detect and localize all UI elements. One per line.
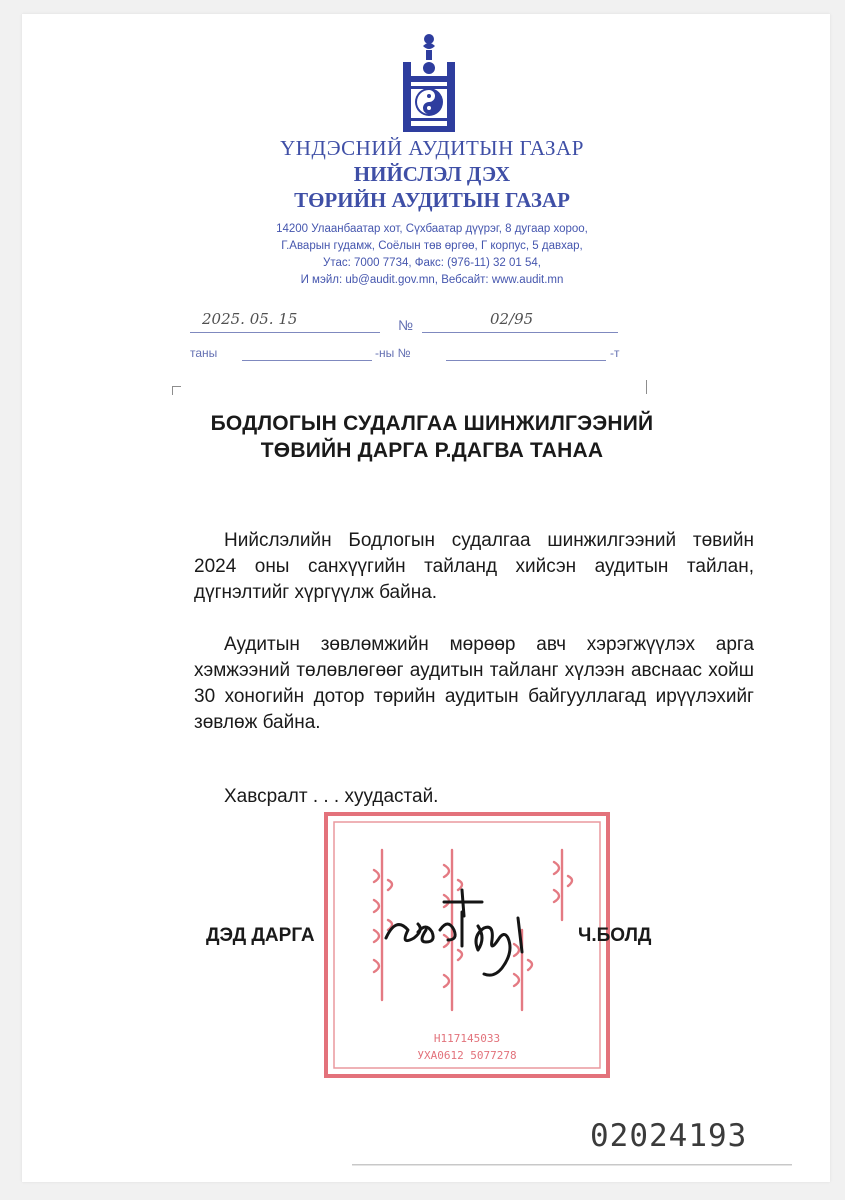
date-line bbox=[190, 332, 380, 333]
corner-mark bbox=[172, 386, 181, 395]
reply-label: таны bbox=[190, 346, 218, 360]
body-paragraph-1 bbox=[194, 528, 754, 606]
handwritten-signature bbox=[378, 882, 558, 982]
number-label: № bbox=[398, 317, 414, 333]
reply-number-line bbox=[446, 360, 606, 361]
reply-suffix: -т bbox=[610, 346, 620, 360]
addressee-line2: ТӨВИЙН ДАРГА Р.ДАГВА ТАНАА bbox=[260, 439, 604, 462]
document-page bbox=[22, 14, 830, 1182]
address-line: Утас: 7000 7734, Факс: (976-11) 32 01 54, bbox=[323, 257, 541, 269]
stamp-code-line2: УХА0612 5077278 bbox=[417, 1049, 517, 1062]
addressee-line1: БОДЛОГЫН СУДАЛГАА ШИНЖИЛГЭЭНИЙ bbox=[210, 412, 654, 435]
number-line bbox=[422, 332, 618, 333]
org-address bbox=[172, 221, 692, 289]
org-name-line1: ҮНДЭСНИЙ АУДИТЫН ГАЗАР bbox=[280, 136, 584, 160]
letter-number: 02/95 bbox=[490, 310, 534, 328]
letter-date: 2025. 05. 15 bbox=[202, 310, 298, 328]
state-emblem-icon bbox=[399, 32, 459, 136]
footer-fine-print bbox=[352, 1162, 812, 1170]
reply-no-label: -ны № bbox=[375, 346, 411, 360]
stamp-code-line1: H117145033 bbox=[433, 1032, 501, 1045]
address-line: 14200 Улаанбаатар хот, Сүхбаатар дүүрэг, 8 дугаар хороо, bbox=[276, 223, 588, 235]
address-line: Г.Аварын гудамж, Соёлын төв өргөө, Г корпус, 5 давхар, bbox=[281, 240, 583, 252]
paragraph-text: Аудитын зөвлөмжийн мөрөөр авч хэрэгжүүлэх арга хэмжээний төлөвлөгөөг аудитын тайланг хүлээн авснаас хойш 30 хоногийн дотор төрийн аудитын байгууллагад ирүүлэхийг зөвлөж байна. bbox=[194, 634, 754, 733]
attachment-note: Хавсралт . . . хуудастай. bbox=[224, 786, 439, 807]
addressee bbox=[152, 410, 712, 464]
serial-number: 02024193 bbox=[590, 1118, 748, 1154]
address-line: И мэйл: ub@audit.gov.mn, Вебсайт: www.audit.mn bbox=[300, 274, 564, 286]
footer-fine-print-line bbox=[352, 1162, 792, 1168]
paragraph-text: Нийслэлийн Бодлогын судалгаа шинжилгээний төвийн 2024 оны санхүүгийн тайланд хийсэн аудитын тайлан, дүгнэлтийг хүргүүлж байна. bbox=[194, 530, 754, 603]
org-name-line3: ТӨРИЙН АУДИТЫН ГАЗАР bbox=[294, 188, 570, 212]
body-paragraph-2 bbox=[194, 632, 754, 736]
signatory-role: ДЭД ДАРГА bbox=[206, 925, 315, 946]
signatory-name: Ч.БОЛД bbox=[578, 925, 652, 946]
reply-date-line bbox=[242, 360, 372, 361]
org-name-line2: НИЙСЛЭЛ ДЭХ bbox=[353, 162, 511, 186]
corner-mark bbox=[638, 380, 647, 394]
